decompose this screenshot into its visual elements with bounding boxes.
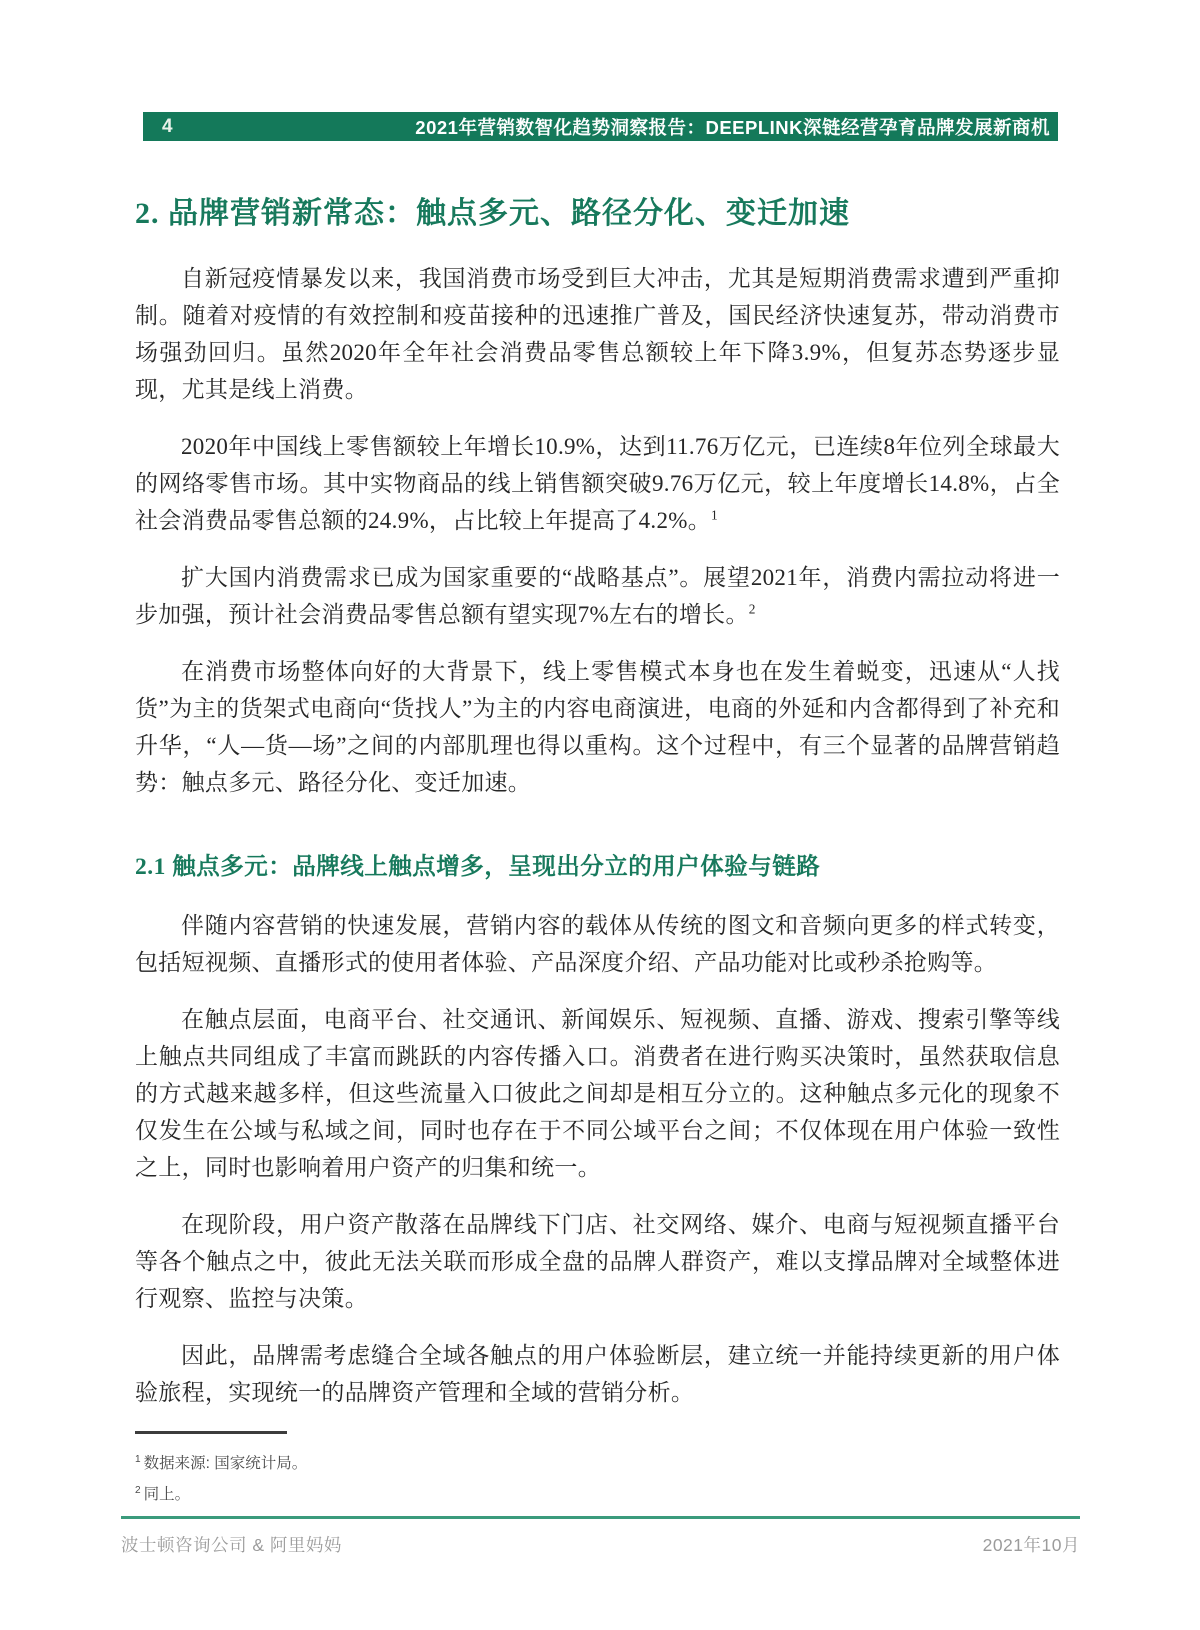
paragraph-text: 伴随内容营销的快速发展，营销内容的载体从传统的图文和音频向更多的样式转变，包括短视频、直播形式的使用者体验、产品深度介绍、产品功能对比或秒杀抢购等。 xyxy=(135,913,1060,975)
footnote xyxy=(135,1446,1060,1477)
paragraph xyxy=(135,428,1060,539)
paragraph xyxy=(135,653,1060,801)
subsection-heading: 2.1 触点多元：品牌线上触点增多，呈现出分立的用户体验与链路 xyxy=(135,854,821,880)
content-column xyxy=(135,188,1060,1508)
section-heading: 2. 品牌营销新常态：触点多元、路径分化、变迁加速 xyxy=(135,197,850,230)
paragraph-text: 自新冠疫情暴发以来，我国消费市场受到巨大冲击，尤其是短期消费需求遭到严重抑制。随着对疫情的有效控制和疫苗接种的迅速推广普及，国民经济快速复苏，带动消费市场强劲回归。虽然2020年全年社会消费品零售总额较上年下降3.9%，但复苏态势逐步显现，尤其是线上消费。 xyxy=(135,266,1060,402)
header-title: 2021年营销数智化趋势洞察报告：DEEPLINK深链经营孕育品牌发展新商机 xyxy=(415,116,1050,138)
footnote-text: 同上。 xyxy=(143,1486,191,1504)
paragraph xyxy=(135,907,1060,981)
footnote-marker: 2 xyxy=(135,1485,141,1497)
footnote-text: 数据来源: 国家统计局。 xyxy=(143,1455,308,1473)
paragraph xyxy=(135,559,1060,633)
footer-date: 2021年10月 xyxy=(982,1535,1080,1555)
paragraph-text: 在触点层面，电商平台、社交通讯、新闻娱乐、短视频、直播、游戏、搜索引擎等线上触点共同组成了丰富而跳跃的内容传播入口。消费者在进行购买决策时，虽然获取信息的方式越来越多样，但这些流量入口彼此之间却是相互分立的。这种触点多元化的现象不仅发生在公域与私域之间，同时也存在于不同公域平台之间；不仅体现在用户体验一致性之上，同时也影响着用户资产的归集和统一。 xyxy=(135,1007,1060,1180)
paragraph-text: 在现阶段，用户资产散落在品牌线下门店、社交网络、媒介、电商与短视频直播平台等各个触点之中，彼此无法关联而形成全盘的品牌人群资产，难以支撑品牌对全域整体进行观察、监控与决策。 xyxy=(135,1212,1060,1311)
paragraph-text: 因此，品牌需考虑缝合全域各触点的用户体验断层，建立统一并能持续更新的用户体验旅程，实现统一的品牌资产管理和全域的营销分析。 xyxy=(135,1343,1060,1405)
footer-company: 波士顿咨询公司 & 阿里妈妈 xyxy=(121,1535,342,1555)
paragraph xyxy=(135,260,1060,408)
paragraph xyxy=(135,1206,1060,1317)
footnote-ref: 1 xyxy=(711,507,718,523)
paragraph xyxy=(135,1337,1060,1411)
paragraph-text: 扩大国内消费需求已成为国家重要的“战略基点”。展望2021年，消费内需拉动将进一步加强，预计社会消费品零售总额有望实现7%左右的增长。 xyxy=(135,565,1060,627)
footnote-ref: 2 xyxy=(748,601,756,617)
page-footer xyxy=(121,1516,1080,1557)
paragraph xyxy=(135,1001,1060,1186)
paragraph-text: 在消费市场整体向好的大背景下，线上零售模式本身也在发生着蜕变，迅速从“人找货”为主的货架式电商向“货找人”为主的内容电商演进，电商的外延和内含都得到了补充和升华，“人—货—场”之间的内部肌理也得以重构。这个过程中，有三个显著的品牌营销趋势：触点多元、路径分化、变迁加速。 xyxy=(135,659,1060,795)
footnote-marker: 1 xyxy=(135,1454,141,1465)
paragraph-text: 2020年中国线上零售额较上年增长10.9%，达到11.76万亿元，已连续8年位列全球最大的网络零售市场。其中实物商品的线上销售额突破9.76万亿元，较上年度增长14.8%，占全社会消费品零售总额的24.9%，占比较上年提高了4.2%。 xyxy=(135,434,1060,533)
footnote-divider xyxy=(135,1431,287,1434)
footnote xyxy=(135,1477,1060,1508)
page-header-bar xyxy=(143,112,1058,141)
page-number: 4 xyxy=(162,115,173,137)
